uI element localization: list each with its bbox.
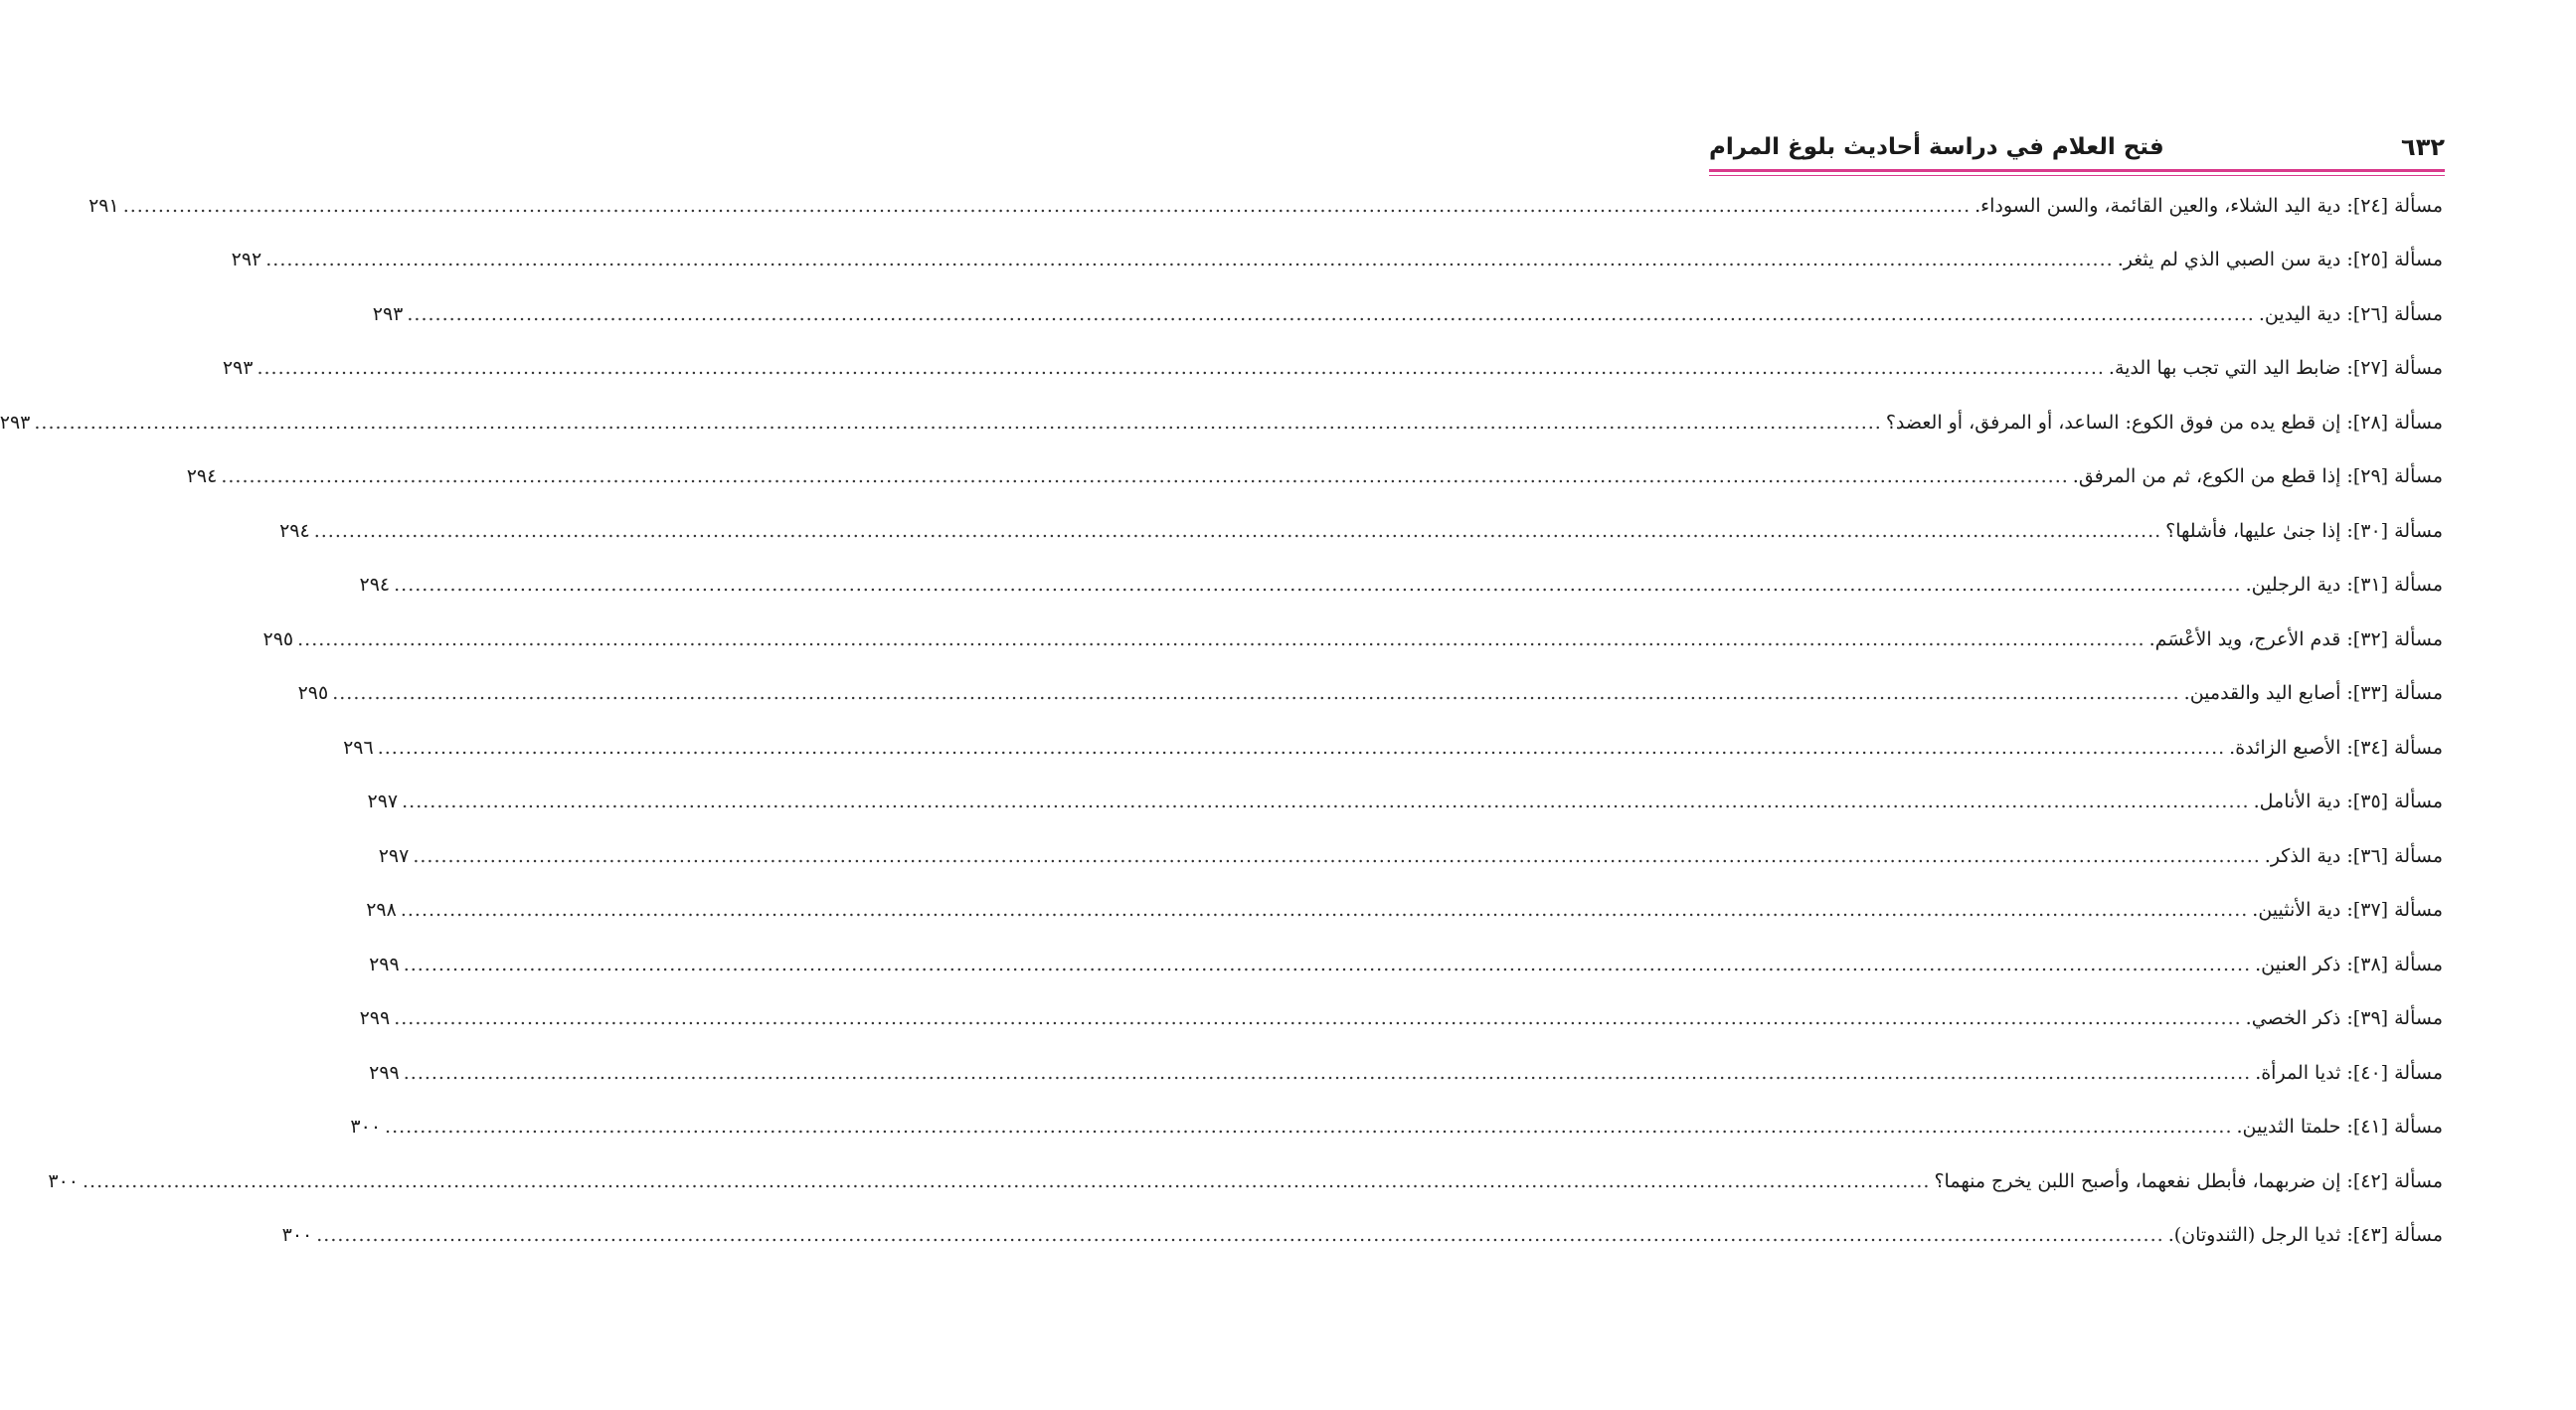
table-of-contents: [0, 179, 2443, 1263]
toc-entry-label: مسألة [٣٤]: الأصبع الزائدة.: [2229, 736, 2443, 759]
toc-entry-page: ٢٩٥: [262, 627, 294, 650]
toc-entry: [222, 342, 2443, 397]
toc-entry: [350, 1101, 2443, 1155]
toc-entry-label: مسألة [٣٩]: ذكر الخصي.: [2245, 1007, 2443, 1030]
toc-entry-label: مسألة [٢٦]: دية اليدين.: [2258, 302, 2443, 325]
toc-entry-label: مسألة [٤٢]: إن ضربهما، فأبطل نفعهما، وأصبح اللبن يخرج منهما؟: [1934, 1169, 2443, 1192]
toc-entry-page: ٢٩٦: [343, 736, 374, 759]
dot-leader: [413, 847, 2260, 866]
toc-entry-page: ٢٩٣: [372, 302, 404, 325]
toc-entry: [343, 721, 2443, 776]
dot-leader: [407, 305, 2254, 324]
toc-entry: [367, 776, 2443, 830]
toc-entry-page: ٢٩٩: [369, 1061, 400, 1084]
toc-entry: [186, 450, 2443, 505]
toc-entry: [281, 1209, 2443, 1264]
toc-entry: [378, 829, 2443, 884]
dot-leader: [404, 1064, 2251, 1083]
toc-entry-page: ٢٩٨: [366, 899, 397, 922]
dot-leader: [34, 414, 1881, 433]
toc-entry-label: مسألة [٢٩]: إذا قطع من الكوع، ثم من المرفق.: [2072, 465, 2443, 488]
toc-entry-page: ٣٠٠: [281, 1224, 313, 1247]
header-rule-thin: [1709, 175, 2445, 176]
toc-entry: [262, 613, 2443, 667]
toc-entry-page: ٢٩٧: [378, 844, 410, 867]
toc-entry: [297, 667, 2443, 722]
dot-leader: [316, 1226, 2163, 1245]
toc-entry-label: مسألة [٤١]: حلمتا الثديين.: [2236, 1116, 2443, 1139]
toc-entry-label: مسألة [٣٠]: إذا جنىٰ عليها، فأشلها؟: [2165, 519, 2443, 542]
header-rule-thick: [1709, 169, 2445, 172]
toc-entry: [369, 1046, 2443, 1101]
toc-entry-label: مسألة [٣٦]: دية الذكر.: [2264, 844, 2443, 867]
toc-entry-page: ٢٩٢: [231, 249, 262, 271]
toc-entry-page: ٢٩٤: [186, 465, 218, 488]
dot-leader: [401, 901, 2248, 920]
toc-entry: [88, 179, 2443, 234]
toc-entry: [48, 1154, 2443, 1209]
toc-entry: [0, 396, 2443, 450]
toc-entry: [359, 559, 2443, 614]
toc-entry: [372, 287, 2443, 342]
toc-entry-label: مسألة [٢٧]: ضابط اليد التي تجب بها الدية.: [2108, 357, 2443, 380]
toc-entry-label: مسألة [٢٥]: دية سن الصبي الذي لم يثغر.: [2117, 249, 2443, 271]
toc-entry-page: ٢٩٤: [359, 574, 391, 597]
dot-leader: [123, 197, 1971, 216]
toc-entry: [231, 234, 2443, 288]
toc-entry-label: مسألة [٣٣]: أصابع اليد والقدمين.: [2183, 682, 2443, 705]
dot-leader: [221, 467, 2068, 486]
toc-entry: [359, 992, 2443, 1047]
dot-leader: [394, 576, 2241, 595]
dot-leader: [83, 1172, 1930, 1191]
toc-entry-label: مسألة [٣٢]: قدم الأعرج، ويد الأعْسَم.: [2148, 627, 2443, 650]
toc-entry-page: ٢٩٩: [359, 1007, 391, 1030]
toc-entry: [366, 884, 2443, 939]
toc-entry-page: ٢٩٤: [279, 519, 310, 542]
dot-leader: [402, 793, 2249, 811]
toc-entry-label: مسألة [٢٨]: إن قطع يده من فوق الكوع: الساعد، أو المرفق، أو العضد؟: [1885, 411, 2443, 434]
toc-entry-page: ٢٩٩: [369, 953, 400, 975]
toc-entry-label: مسألة [٢٤]: دية اليد الشلاء، والعين القائمة، والسن السوداء.: [1975, 194, 2443, 217]
toc-entry-label: مسألة [٣١]: دية الرجلين.: [2245, 574, 2443, 597]
dot-leader: [332, 684, 2179, 703]
dot-leader: [265, 251, 2113, 269]
toc-entry-label: مسألة [٣٥]: دية الأنامل.: [2253, 791, 2443, 813]
running-header: [1709, 127, 2445, 167]
dot-leader: [314, 522, 2161, 541]
toc-entry-label: مسألة [٣٧]: دية الأنثيين.: [2252, 899, 2443, 922]
toc-entry-label: مسألة [٤٠]: ثديا المرأة.: [2255, 1061, 2443, 1084]
toc-entry-label: مسألة [٤٣]: ثديا الرجل (الثندوتان).: [2167, 1224, 2443, 1247]
toc-entry-page: ٣٠٠: [48, 1169, 80, 1192]
toc-entry-page: ٢٩٣: [222, 357, 254, 380]
page-number: ٦٣٢: [2401, 133, 2445, 161]
toc-entry: [369, 938, 2443, 992]
dot-leader: [257, 359, 2104, 378]
dot-leader: [385, 1118, 2232, 1137]
dot-leader: [404, 956, 2251, 974]
dot-leader: [297, 630, 2145, 649]
book-title: فتح العلام في دراسة أحاديث بلوغ المرام: [1709, 134, 2164, 160]
dot-leader: [394, 1009, 2241, 1028]
toc-entry-page: ٢٩١: [88, 194, 119, 217]
toc-entry-page: ٢٩٥: [297, 682, 329, 705]
toc-entry-page: ٣٠٠: [350, 1116, 382, 1139]
dot-leader: [378, 739, 2225, 758]
toc-entry: [279, 504, 2443, 559]
toc-entry-page: ٢٩٣: [0, 411, 31, 434]
toc-entry-page: ٢٩٧: [367, 791, 399, 813]
toc-entry-label: مسألة [٣٨]: ذكر العنين.: [2255, 953, 2443, 975]
